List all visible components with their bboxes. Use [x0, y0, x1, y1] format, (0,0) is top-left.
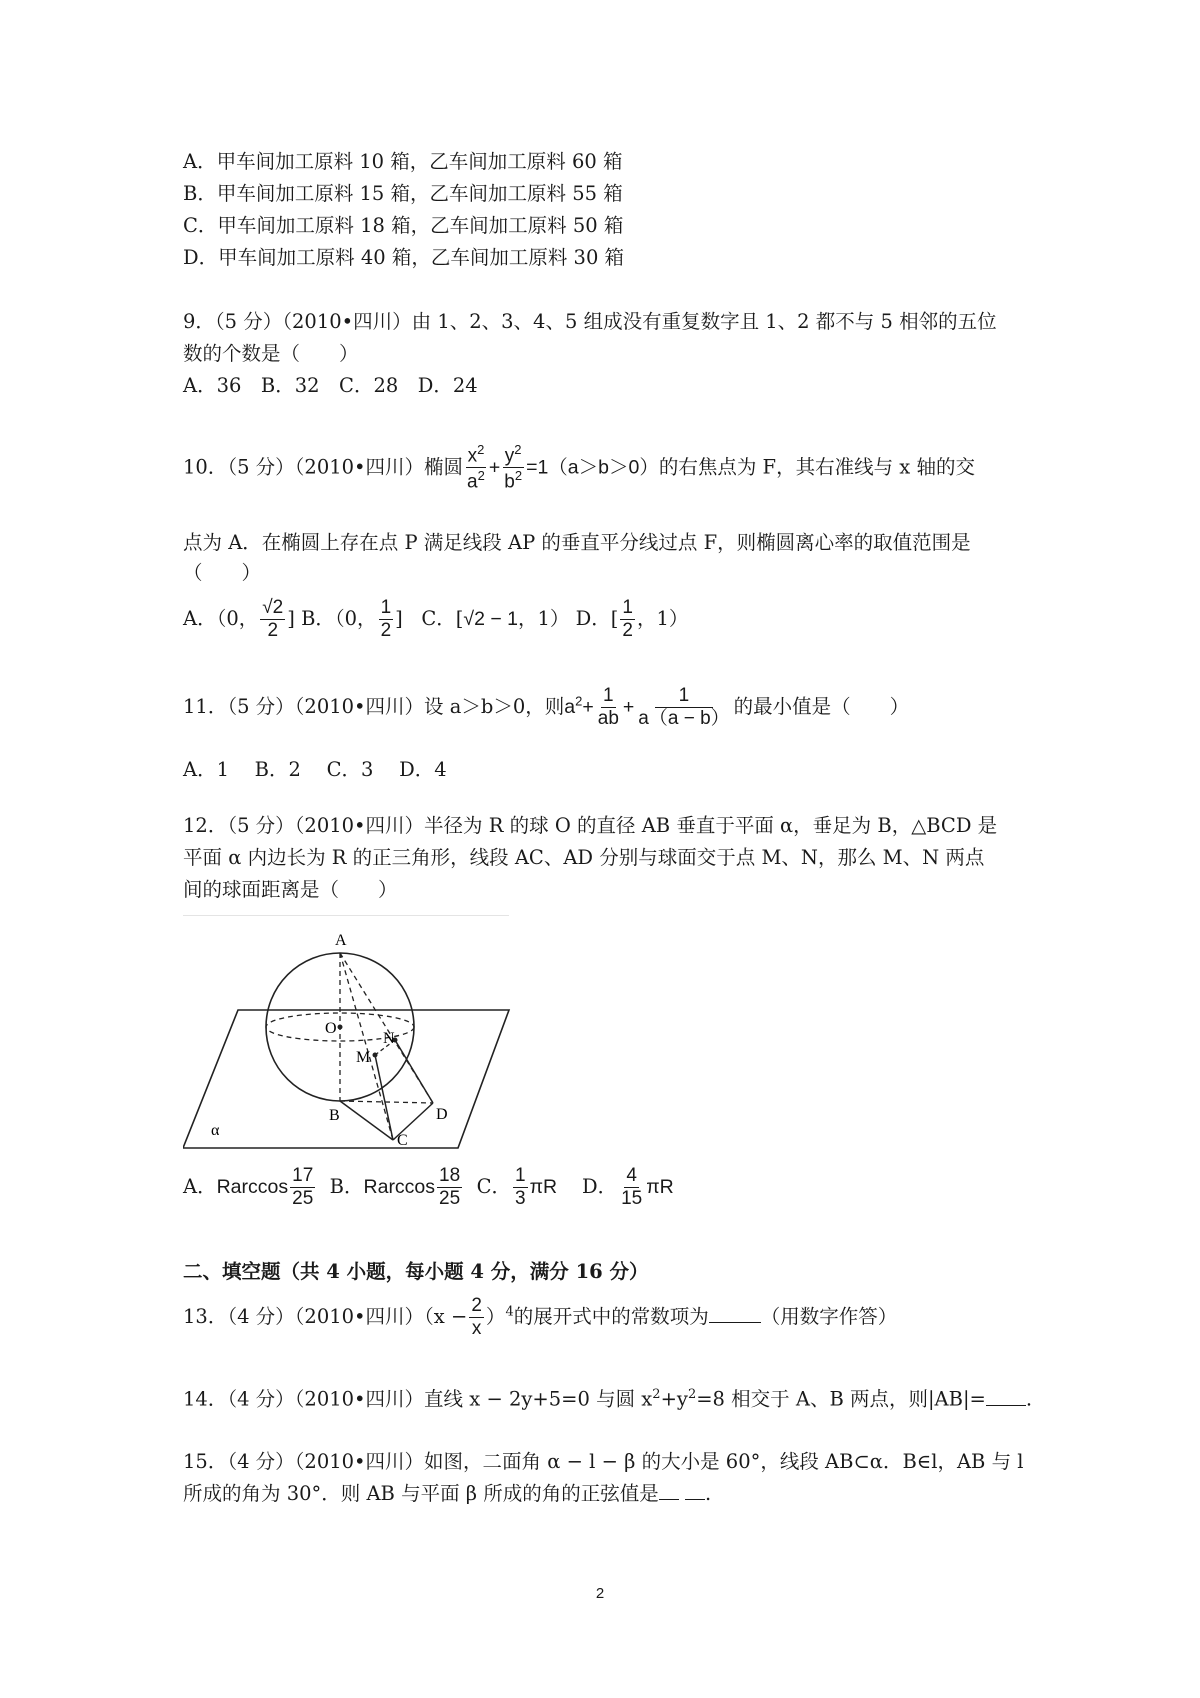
- q13-frac: $\frac{2}{x}$: [471, 1295, 482, 1339]
- q12-optC-frac: $\frac{1}{3}$: [515, 1165, 526, 1209]
- label-c: C: [397, 1132, 408, 1149]
- label-o: O: [325, 1020, 337, 1037]
- q11-frac2: $\frac{1}{a(a - b)}$: [638, 685, 730, 729]
- q12-stem-line3: 间的球面距离是（ ）: [183, 878, 398, 901]
- q8-option-d: D．甲车间加工原料 40 箱，乙车间加工原料 30 箱: [183, 246, 625, 269]
- q12-stem-line2: 平面 α 内边长为 R 的正三角形，线段 AC、AD 分别与球面交于点 M、N，那么 M、N 两点: [183, 846, 985, 869]
- q12-optD-frac: $\frac{4}{15}$: [621, 1165, 643, 1209]
- q13-answer-blank[interactable]: [709, 1322, 761, 1323]
- page-number: 2: [595, 1585, 605, 1602]
- q10-frac-y: $\frac{y^2}{b^2}$: [504, 442, 523, 493]
- sphere-plane-figure: [183, 915, 513, 1150]
- q10-stem-line3: （ ）: [183, 561, 262, 584]
- q10-optB-frac: $\frac{1}{2}$: [380, 597, 392, 641]
- q9-options: A．36 B．32 C．28 D．24: [183, 374, 478, 397]
- q10-stem-line1: 10．（5 分）（2010•四川）椭圆 $\frac{x^2}{a^2}$ + $\frac{y^2}{b^2}$ =1（a＞b＞0）的右焦点为 F，其右准线与 x 轴的交: [183, 442, 975, 493]
- label-alpha: α: [211, 1122, 220, 1139]
- q15-answer-blank-2[interactable]: [685, 1499, 705, 1500]
- q8-option-b: B．甲车间加工原料 15 箱，乙车间加工原料 55 箱: [183, 182, 623, 205]
- label-b: B: [329, 1107, 340, 1124]
- q10-stem-line2: 点为 A．在椭圆上存在点 P 满足线段 AP 的垂直平分线过点 F，则椭圆离心率的取值范围是: [183, 531, 971, 554]
- label-d: D: [436, 1106, 448, 1123]
- q9-stem-line1: 9．（5 分）（2010•四川）由 1、2、3、4、5 组成没有重复数字且 1、2 都不与 5 相邻的五位: [183, 310, 997, 333]
- q10-optA-frac: $\frac{√2}{2}$: [262, 597, 284, 641]
- q11-options: A．1 B．2 C．3 D．4: [183, 758, 447, 781]
- q8-option-c: C．甲车间加工原料 18 箱，乙车间加工原料 50 箱: [183, 214, 624, 237]
- q13-stem: 13．（4 分）（2010•四川）（x − $\frac{2}{x}$ ）$^4$的展开式中的常数项为 （用数字作答）: [183, 1295, 898, 1339]
- q10-optD-frac: $\frac{1}{2}$: [622, 597, 633, 641]
- q10-prefix: 10．（5 分）（2010•四川）椭圆: [183, 455, 464, 479]
- q12-stem-line1: 12．（5 分）（2010•四川）半径为 R 的球 O 的直径 AB 垂直于平面 α，垂足为 B，△BCD 是: [183, 814, 998, 837]
- q15-stem-line2: 所成的角为 30°．则 AB 与平面 β 所成的角的正弦值是 .: [183, 1482, 712, 1505]
- label-a: A: [335, 932, 347, 949]
- q10-frac-x: $\frac{x^2}{a^2}$: [467, 442, 485, 493]
- q10-suffix: 的右焦点为 F，其右准线与 x 轴的交: [658, 455, 975, 479]
- section-2-title: 二、填空题（共 4 小题，每小题 4 分，满分 16 分）: [183, 1260, 649, 1283]
- label-n: N: [383, 1030, 395, 1047]
- q11-stem: 11．（5 分）（2010•四川）设 a＞b＞0，则$a^2+$ $\frac{1}{ab}$ + $\frac{1}{a(a - b)}$ 的最小值是（ ）: [183, 685, 910, 729]
- q12-options: A．Rarccos $\frac{17}{25}$ B．Rarccos $\frac{18}{25}$ C． $\frac{1}{3}$ πR D． $\frac{4}{15}$ πR: [183, 1165, 674, 1209]
- q15-stem-line1: 15．（4 分）（2010•四川）如图，二面角 α − l − β 的大小是 60°，线段 AB⊂α．B∈l，AB 与 l: [183, 1450, 1024, 1473]
- q15-answer-blank-1[interactable]: [659, 1499, 679, 1500]
- q12-optB-frac: $\frac{18}{25}$: [439, 1165, 461, 1209]
- label-m: M: [356, 1049, 371, 1066]
- q12-optA-frac: $\frac{17}{25}$: [292, 1165, 314, 1209]
- q14-stem: 14．（4 分）（2010•四川）直线 x − 2y+5=0 与圆 $x^2+y^2=8$ 相交于 A、B 两点，则|AB|= .: [183, 1387, 1033, 1411]
- q14-answer-blank[interactable]: [986, 1405, 1026, 1406]
- q11-frac1: $\frac{1}{ab}$: [597, 685, 619, 729]
- q9-stem-line2: 数的个数是（ ）: [183, 342, 359, 365]
- q10-options: A．（0， $\frac{√2}{2}$ ] B．（0， $\frac{1}{2}$ ] C．[√2 − 1，1） D．[ $\frac{1}{2}$ ，1）: [183, 597, 689, 641]
- q10-eq: =1（a＞b＞0）: [526, 456, 659, 479]
- q8-option-a: A．甲车间加工原料 10 箱，乙车间加工原料 60 箱: [183, 150, 623, 173]
